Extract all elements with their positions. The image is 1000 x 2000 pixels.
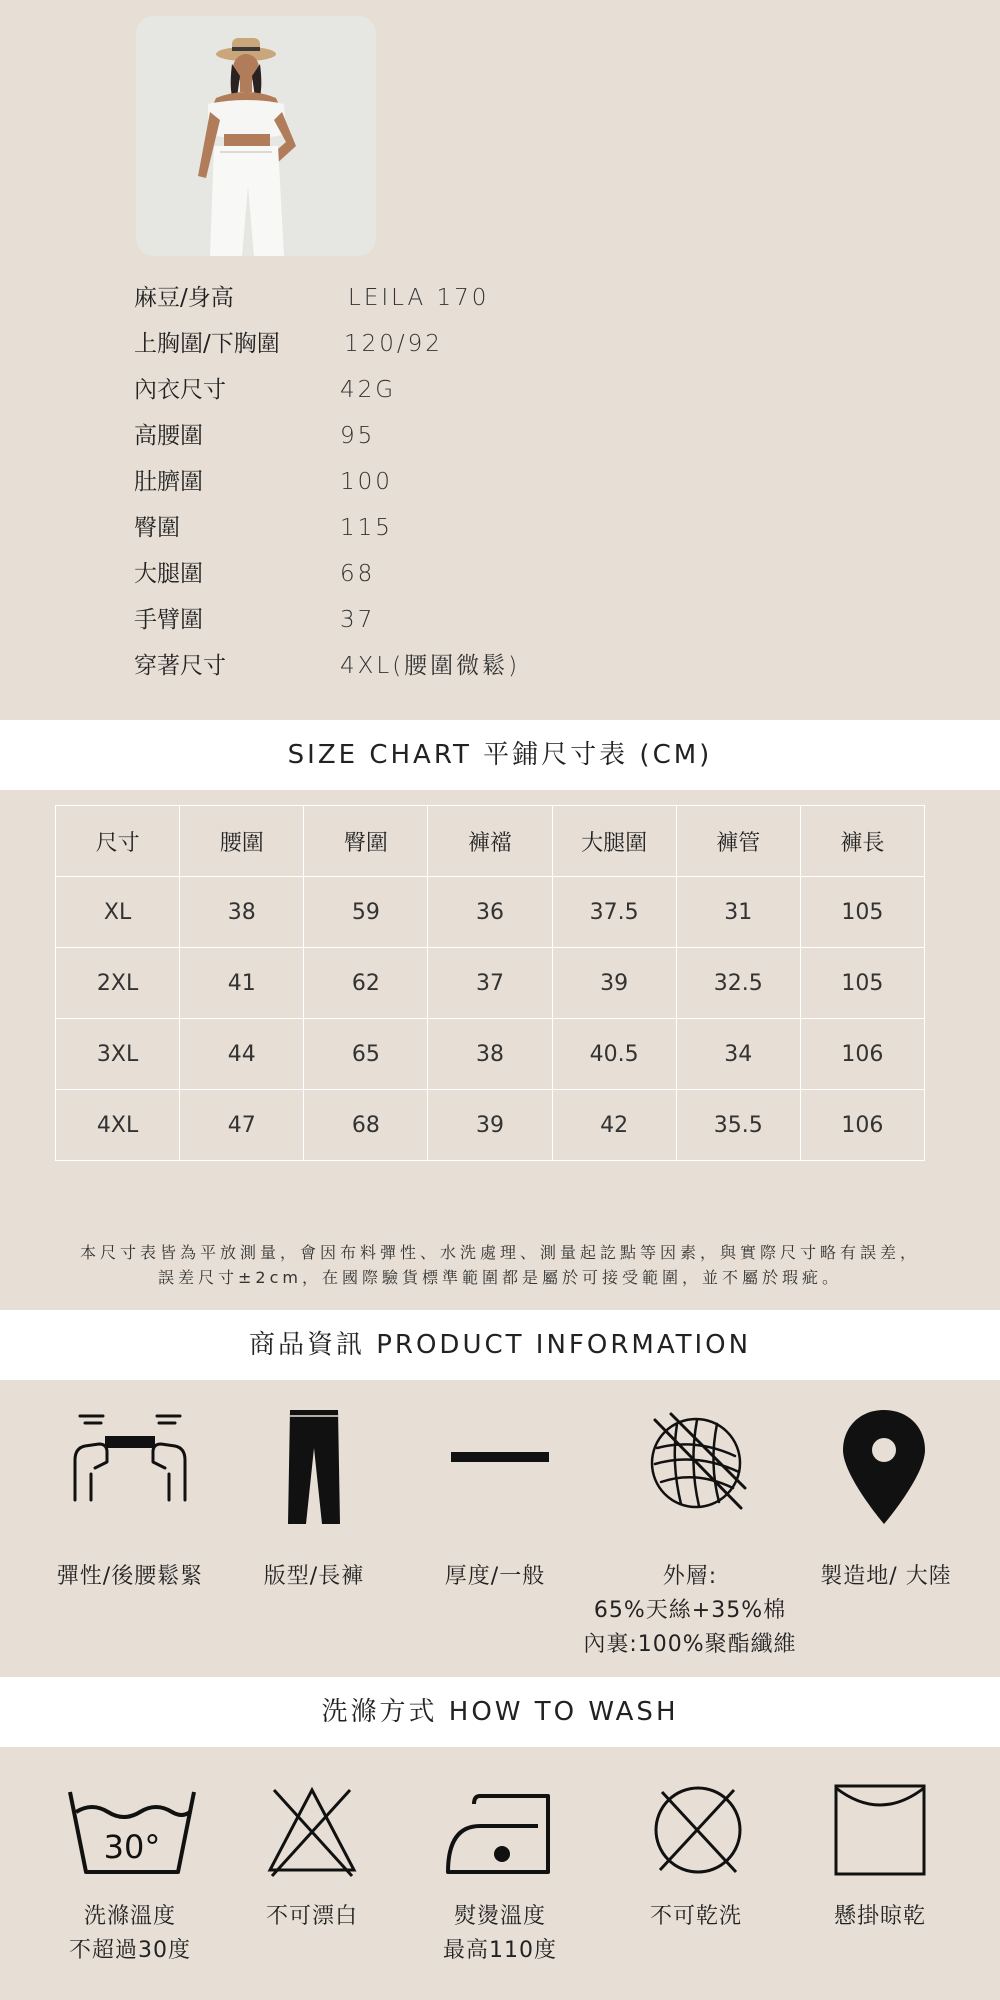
table-cell: XL [56,877,180,948]
table-row [56,1019,925,1090]
size-note-line: 誤差尺寸±2cm，在國際驗貨標準範圍都是屬於可接受範圍，並不屬於瑕疵。 [158,1268,842,1287]
caption-line: 外層: [662,1564,718,1589]
table-cell: 105 [800,877,924,948]
table-cell: 4XL [56,1090,180,1161]
stretch-hands-icon [65,1408,195,1508]
model-illustration [136,16,376,256]
table-cell: 106 [800,1090,924,1161]
no-dry-clean-icon [648,1782,748,1882]
table-cell: 40.5 [552,1019,676,1090]
caption-line: 洗滌溫度 [83,1904,176,1929]
table-cell: 105 [800,948,924,1019]
measure-label: 大腿圍 [134,561,203,587]
table-row [56,948,925,1019]
measure-value: LEILA 170 [348,285,490,311]
caption-line: 製造地/ 大陸 [820,1564,952,1589]
table-cell: 62 [304,948,428,1019]
product-info-item-pants [224,1408,404,1526]
measure-row-height [134,278,734,318]
size-chart-title: SIZE CHART 平鋪尺寸表 (CM) [0,720,1000,790]
measure-label: 上胸圍/下胸圍 [134,331,280,357]
table-cell: 68 [304,1090,428,1161]
caption-line: 不可乾洗 [649,1904,742,1929]
wash-item-ironing [410,1782,590,1882]
table-cell: 37.5 [552,877,676,948]
measure-value: 120/92 [344,331,443,357]
measure-label: 麻豆/身高 [134,285,234,311]
table-cell: 42 [552,1090,676,1161]
size-chart-table [55,805,925,1161]
measure-row-arm [134,600,734,640]
product-info-item-stretch [40,1408,220,1508]
table-cell: 31 [676,877,800,948]
table-cell: 35.5 [676,1090,800,1161]
table-row [56,877,925,948]
wash-caption-hang-dry [790,1900,970,1934]
caption-line: 最高110度 [443,1938,557,1963]
measure-row-bust [134,324,734,364]
measure-label: 穿著尺寸 [134,653,226,679]
size-note-line: 本尺寸表皆為平放測量，會因布料彈性、水洗處理、測量起訖點等因素，與實際尺寸略有誤差， [79,1243,920,1262]
location-pin-icon [839,1408,929,1526]
measure-value: 37 [340,607,376,633]
wash-caption-temperature [40,1900,220,1968]
measure-value: 95 [340,423,376,449]
caption-fabric [570,1560,810,1662]
size-note [20,1240,980,1290]
table-cell: 38 [180,877,304,948]
product-info-title: 商品資訊 PRODUCT INFORMATION [0,1310,1000,1380]
measure-row-worn-size [134,646,734,686]
caption-line: 版型/長褲 [263,1564,365,1589]
measure-row-hip [134,508,734,548]
table-row [56,1090,925,1161]
caption-line: 內裏:100%聚酯纖維 [583,1632,797,1657]
wash-tub-30-icon [64,1782,200,1882]
measure-row-bra [134,370,734,410]
table-cell: 2XL [56,948,180,1019]
measure-value: 115 [340,515,393,541]
measure-label: 內衣尺寸 [134,377,226,403]
caption-line: 不超過30度 [69,1938,191,1963]
table-header-cell: 腰圍 [180,806,304,877]
table-header-cell: 褲襠 [428,806,552,877]
caption-line: 65%天絲+35%棉 [593,1598,787,1623]
table-header-cell: 褲管 [676,806,800,877]
measure-row-thigh [134,554,734,594]
measure-row-navel [134,462,734,502]
thickness-bar-icon [445,1408,555,1508]
wash-caption-ironing [410,1900,590,1968]
wash-tub-label: 30° [103,1828,161,1866]
table-cell: 39 [552,948,676,1019]
product-info-item-origin [794,1408,974,1526]
table-cell: 37 [428,948,552,1019]
caption-thickness [405,1560,585,1594]
table-cell: 39 [428,1090,552,1161]
measure-label: 肚臍圍 [134,469,203,495]
table-cell: 41 [180,948,304,1019]
wash-item-temperature [42,1782,222,1882]
no-bleach-icon [262,1782,362,1882]
table-cell: 59 [304,877,428,948]
product-info-item-fabric [606,1408,786,1518]
pants-icon [284,1408,344,1526]
iron-icon [440,1782,560,1882]
measure-label: 臀圍 [134,515,180,541]
wash-item-bleach [222,1782,402,1882]
table-cell: 44 [180,1019,304,1090]
measure-value: 100 [340,469,393,495]
table-header-cell: 尺寸 [56,806,180,877]
measure-value: 42G [340,377,397,403]
wash-item-hang-dry [790,1782,970,1882]
wash-item-dry-clean [608,1782,788,1882]
table-cell: 106 [800,1019,924,1090]
table-cell: 38 [428,1019,552,1090]
table-cell: 32.5 [676,948,800,1019]
product-info-item-thickness [410,1408,590,1508]
measure-value: 4XL(腰圍微鬆) [340,653,521,679]
table-header-cell: 褲長 [800,806,924,877]
yarn-ball-icon [641,1408,751,1518]
measure-row-high-waist [134,416,734,456]
wash-caption-dry-clean [606,1900,786,1934]
table-header-row [56,806,925,877]
model-photo [136,16,376,256]
table-header-cell: 大腿圍 [552,806,676,877]
table-cell: 65 [304,1019,428,1090]
table-cell: 36 [428,877,552,948]
caption-origin [796,1560,976,1594]
table-cell: 34 [676,1019,800,1090]
measure-label: 手臂圍 [134,607,203,633]
caption-line: 不可漂白 [265,1904,358,1929]
caption-line: 懸掛晾乾 [833,1904,926,1929]
caption-line: 熨燙溫度 [453,1904,546,1929]
wash-caption-bleach [222,1900,402,1934]
caption-pants [224,1560,404,1594]
table-header-cell: 臀圍 [304,806,428,877]
hang-dry-icon [830,1782,930,1882]
table-cell: 47 [180,1090,304,1161]
measure-label: 高腰圍 [134,423,203,449]
measure-value: 68 [340,561,376,587]
caption-line: 厚度/一般 [444,1564,546,1589]
caption-line: 彈性/後腰鬆緊 [56,1564,204,1589]
caption-stretch [40,1560,220,1594]
wash-title: 洗滌方式 HOW TO WASH [0,1677,1000,1747]
table-cell: 3XL [56,1019,180,1090]
